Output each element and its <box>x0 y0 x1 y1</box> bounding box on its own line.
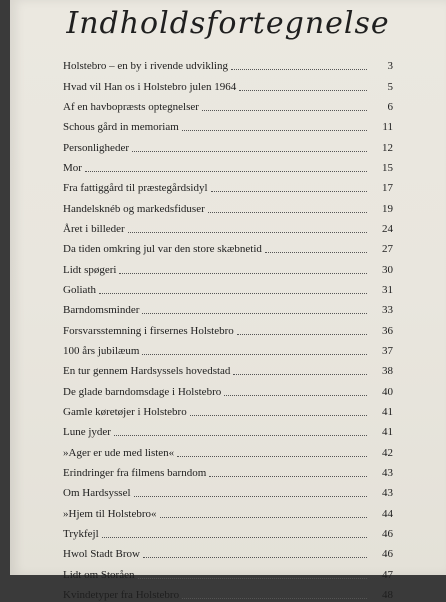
toc-entry-page-number: 40 <box>382 385 393 398</box>
toc-entry-title: »Hjem til Holstebro« <box>63 507 157 520</box>
toc-entry <box>63 399 393 419</box>
toc-entry <box>63 175 393 195</box>
dot-leader <box>239 89 367 91</box>
toc-entry <box>63 419 393 439</box>
toc-entry-title: Lune jyder <box>63 426 111 439</box>
toc-entry-page-number: 37 <box>382 344 393 357</box>
toc-entry <box>63 480 393 500</box>
toc-entry-title: »Ager er ude med listen« <box>63 446 175 459</box>
toc-entry-page-number: 24 <box>382 222 393 235</box>
dot-leader <box>138 577 368 579</box>
toc-entry-page-number: 48 <box>382 588 393 601</box>
toc-entry-title: Erindringer fra filmens barndom <box>63 466 207 479</box>
toc-entry <box>63 582 393 602</box>
toc-entry-page-number: 19 <box>382 202 393 215</box>
dot-leader <box>132 150 367 152</box>
toc-entry <box>63 134 393 154</box>
toc-entry-page-number: 38 <box>382 365 393 378</box>
toc-entry-page-number: 47 <box>382 568 393 581</box>
toc-entry <box>63 73 393 93</box>
toc-entry-title: Trykfejl <box>63 527 99 540</box>
toc-entry <box>63 317 393 337</box>
toc-entry-title: Af en havbopræsts optegnelser <box>63 100 199 113</box>
dot-leader <box>182 129 367 131</box>
toc-entry <box>63 500 393 520</box>
toc-entry <box>63 460 393 480</box>
toc-entry <box>63 236 393 256</box>
toc-entry <box>63 114 393 134</box>
toc-entry <box>63 94 393 114</box>
toc-entry-page-number: 6 <box>387 100 393 113</box>
dot-leader <box>128 231 367 233</box>
dot-leader <box>231 68 367 70</box>
toc-entry <box>63 358 393 378</box>
dot-leader <box>265 251 367 253</box>
toc-entry <box>63 378 393 398</box>
toc-entry-page-number: 46 <box>382 527 393 540</box>
toc-entry-page-number: 42 <box>382 446 393 459</box>
toc-entry-title: De glade barndomsdage i Holstebro <box>63 385 222 398</box>
dot-leader <box>102 536 367 538</box>
dot-leader <box>114 434 367 436</box>
toc-entry-title: Da tiden omkring jul var den store skæbnetid <box>63 243 262 256</box>
dot-leader <box>233 373 367 375</box>
toc-entry-title: Personligheder <box>63 141 129 154</box>
toc-entry <box>63 439 393 459</box>
toc-entry-title: Holstebro – en by i rivende udvikling <box>63 60 228 73</box>
toc-entry-page-number: 12 <box>382 141 393 154</box>
toc-entry-page-number: 41 <box>382 405 393 418</box>
toc-entry-title: Forsvarsstemning i firsernes Holstebro <box>63 324 234 337</box>
table-of-contents <box>63 53 393 602</box>
book-page <box>10 0 446 601</box>
toc-entry <box>63 521 393 541</box>
toc-entry <box>63 195 393 215</box>
dot-leader <box>202 109 367 111</box>
toc-entry-title: Handelsknéb og markedsfiduser <box>63 202 205 215</box>
toc-entry <box>63 541 393 561</box>
toc-entry-page-number: 17 <box>382 182 393 195</box>
dot-leader <box>209 475 367 477</box>
toc-entry-title: Fra fattiggård til præstegårdsidyl <box>63 182 208 195</box>
toc-entry <box>63 297 393 317</box>
toc-entry-title: En tur gennem Hardsyssels hovedstad <box>63 365 231 378</box>
toc-entry-title: Barndomsminder <box>63 304 140 317</box>
toc-entry-title: Året i billeder <box>63 222 125 235</box>
dot-leader <box>211 190 368 192</box>
toc-entry-page-number: 41 <box>382 426 393 439</box>
toc-entry <box>63 338 393 358</box>
toc-entry-title: Lidt spøgeri <box>63 263 117 276</box>
dot-leader <box>119 272 367 274</box>
toc-entry-title: 100 års jubilæum <box>63 344 140 357</box>
dot-leader <box>142 312 367 314</box>
toc-entry-page-number: 11 <box>382 121 393 134</box>
toc-entry-title: Gamle køretøjer i Holstebro <box>63 405 187 418</box>
toc-entry-title: Kvindetyper fra Holstebro <box>63 588 180 601</box>
dot-leader <box>143 556 367 558</box>
dot-leader <box>160 516 368 518</box>
dot-leader <box>224 394 367 396</box>
toc-entry-page-number: 30 <box>382 263 393 276</box>
toc-entry-page-number: 36 <box>382 324 393 337</box>
toc-entry-title: Schous gård in memoriam <box>63 121 179 134</box>
dot-leader <box>182 597 367 599</box>
dot-leader <box>99 292 367 294</box>
toc-entry-page-number: 3 <box>387 60 393 73</box>
toc-entry <box>63 277 393 297</box>
toc-entry-page-number: 5 <box>387 80 393 93</box>
toc-entry-title: Lidt om Storåen <box>63 568 135 581</box>
dot-leader <box>208 211 367 213</box>
toc-entry <box>63 256 393 276</box>
page-title: Indholdsfortegnelse <box>66 6 390 41</box>
dot-leader <box>85 170 367 172</box>
toc-entry-page-number: 27 <box>382 243 393 256</box>
toc-entry-page-number: 43 <box>382 487 393 500</box>
toc-entry-page-number: 31 <box>382 283 393 296</box>
toc-entry-page-number: 15 <box>382 161 393 174</box>
toc-entry-title: Om Hardsyssel <box>63 487 131 500</box>
dot-leader <box>237 333 367 335</box>
toc-entry <box>63 561 393 581</box>
toc-entry-page-number: 43 <box>382 466 393 479</box>
toc-entry-title: Goliath <box>63 283 96 296</box>
toc-entry-page-number: 46 <box>382 548 393 561</box>
toc-entry-title: Mor <box>63 161 82 174</box>
toc-entry-title: Hvad vil Han os i Holstebro julen 1964 <box>63 80 237 93</box>
toc-entry <box>63 216 393 236</box>
toc-entry <box>63 155 393 175</box>
toc-entry-title: Hwol Stadt Brow <box>63 548 140 561</box>
dot-leader <box>190 414 367 416</box>
dot-leader <box>134 495 367 497</box>
dot-leader <box>177 455 367 457</box>
toc-entry <box>63 53 393 73</box>
toc-entry-page-number: 33 <box>382 304 393 317</box>
dot-leader <box>142 353 367 355</box>
toc-entry-page-number: 44 <box>382 507 393 520</box>
